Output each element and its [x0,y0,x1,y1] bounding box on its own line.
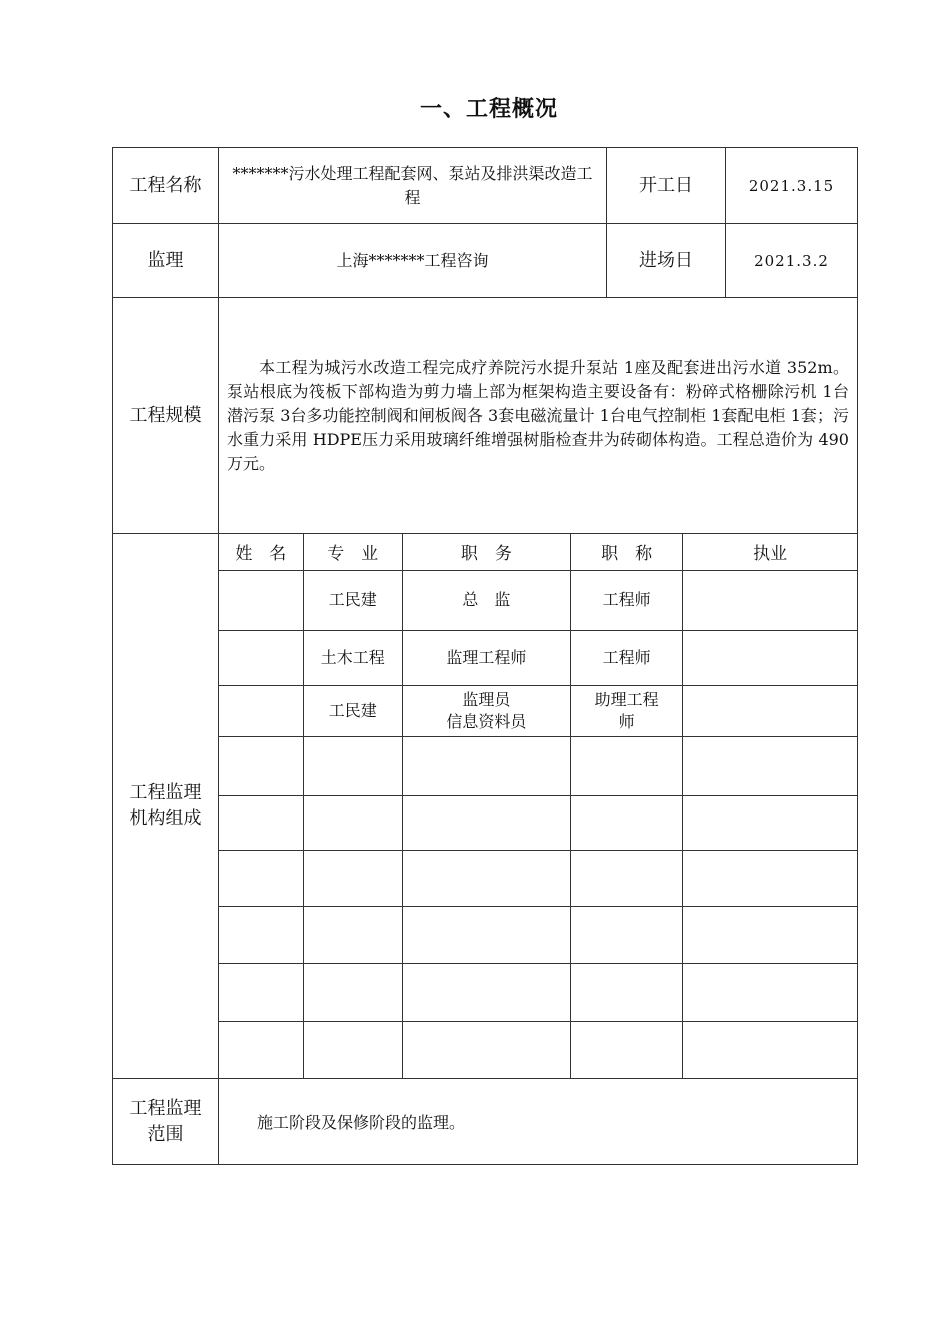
empty-cell [303,736,402,795]
header-title: 职 称 [571,534,683,570]
empty-cell [571,963,683,1021]
table-row [219,630,857,685]
table-row [219,850,857,906]
project-scale-text: 本工程为城污水改造工程完成疗养院污水提升泵站 1座及配套进出污水道 352m。泵站根底为筏板下部构造为剪力墙上部为框架构造主要设备有：粉碎式格栅除污机 1台潜污泵 3台多功能控制阀和闸板阀各 3套电磁流量计 1台电气控制柜 1套配电柜 1套；污水重力采用 HDPE压力采用玻璃纤维增强树脂检查井为砖砌体构造。工程总造价为 490万元。 [219,298,858,534]
empty-cell [402,850,570,906]
member-name [219,685,303,736]
supervision-range-text: 施工阶段及保修阶段的监理。 [219,1079,858,1165]
empty-cell [219,736,303,795]
empty-cell [683,1021,857,1078]
empty-cell [219,963,303,1021]
member-title: 助理工程 师 [571,685,683,736]
empty-cell [303,1021,402,1078]
empty-cell [571,850,683,906]
member-specialty: 土木工程 [303,630,402,685]
project-name-row [113,148,858,224]
empty-cell [571,1021,683,1078]
member-title: 工程师 [571,630,683,685]
project-scale-row [113,298,858,534]
empty-cell [402,906,570,963]
empty-cell [571,736,683,795]
project-scale-label: 工程规模 [113,298,219,534]
organization-cell [219,534,858,1079]
page-title: 一、工程概况 [419,97,558,122]
empty-cell [303,795,402,850]
supervision-company: 上海*******工程咨询 [219,224,607,298]
header-specialty: 专 业 [303,534,402,570]
empty-cell [303,963,402,1021]
start-date-label: 开工日 [607,148,726,224]
empty-cell [683,850,857,906]
header-name: 姓 名 [235,544,287,565]
table-row [219,736,857,795]
project-overview-table [112,147,858,1165]
empty-cell [219,795,303,850]
supervision-range-label: 工程监理范围 [113,1079,219,1165]
empty-cell [683,906,857,963]
table-row [219,685,857,736]
entry-date-value: 2021.3.2 [726,224,858,298]
organization-label: 工程监理机构组成 [113,534,219,1079]
empty-cell [402,963,570,1021]
member-name [219,630,303,685]
member-title: 工程师 [571,570,683,630]
member-specialty: 工民建 [303,570,402,630]
supervision-range-row [113,1079,858,1165]
member-license [683,685,857,736]
empty-cell [219,850,303,906]
member-position: 监理员 信息资料员 [402,685,570,736]
header-license: 执业 [683,534,857,570]
start-date-value: 2021.3.15 [726,148,858,224]
empty-cell [571,795,683,850]
empty-cell [402,736,570,795]
table-row [219,570,857,630]
empty-cell [219,906,303,963]
table-row [219,963,857,1021]
table-row [219,1021,857,1078]
member-license [683,570,857,630]
organization-table [219,534,857,1078]
empty-cell [683,963,857,1021]
member-license [683,630,857,685]
member-position: 监理工程师 [402,630,570,685]
empty-cell [303,850,402,906]
project-name-label: 工程名称 [113,148,219,224]
empty-cell [571,906,683,963]
supervision-label: 监理 [113,224,219,298]
organization-row [113,534,858,1079]
empty-cell [683,795,857,850]
organization-header-row [219,534,857,570]
empty-cell [219,1021,303,1078]
supervision-row [113,224,858,298]
header-position: 职 务 [402,534,570,570]
member-position: 总 监 [402,570,570,630]
empty-cell [303,906,402,963]
empty-cell [402,1021,570,1078]
member-specialty: 工民建 [303,685,402,736]
empty-cell [402,795,570,850]
project-name-value: *******污水处理工程配套网、泵站及排洪渠改造工程 [219,148,607,224]
entry-date-label: 进场日 [607,224,726,298]
table-row [219,795,857,850]
member-name [219,570,303,630]
table-row [219,906,857,963]
empty-cell [683,736,857,795]
